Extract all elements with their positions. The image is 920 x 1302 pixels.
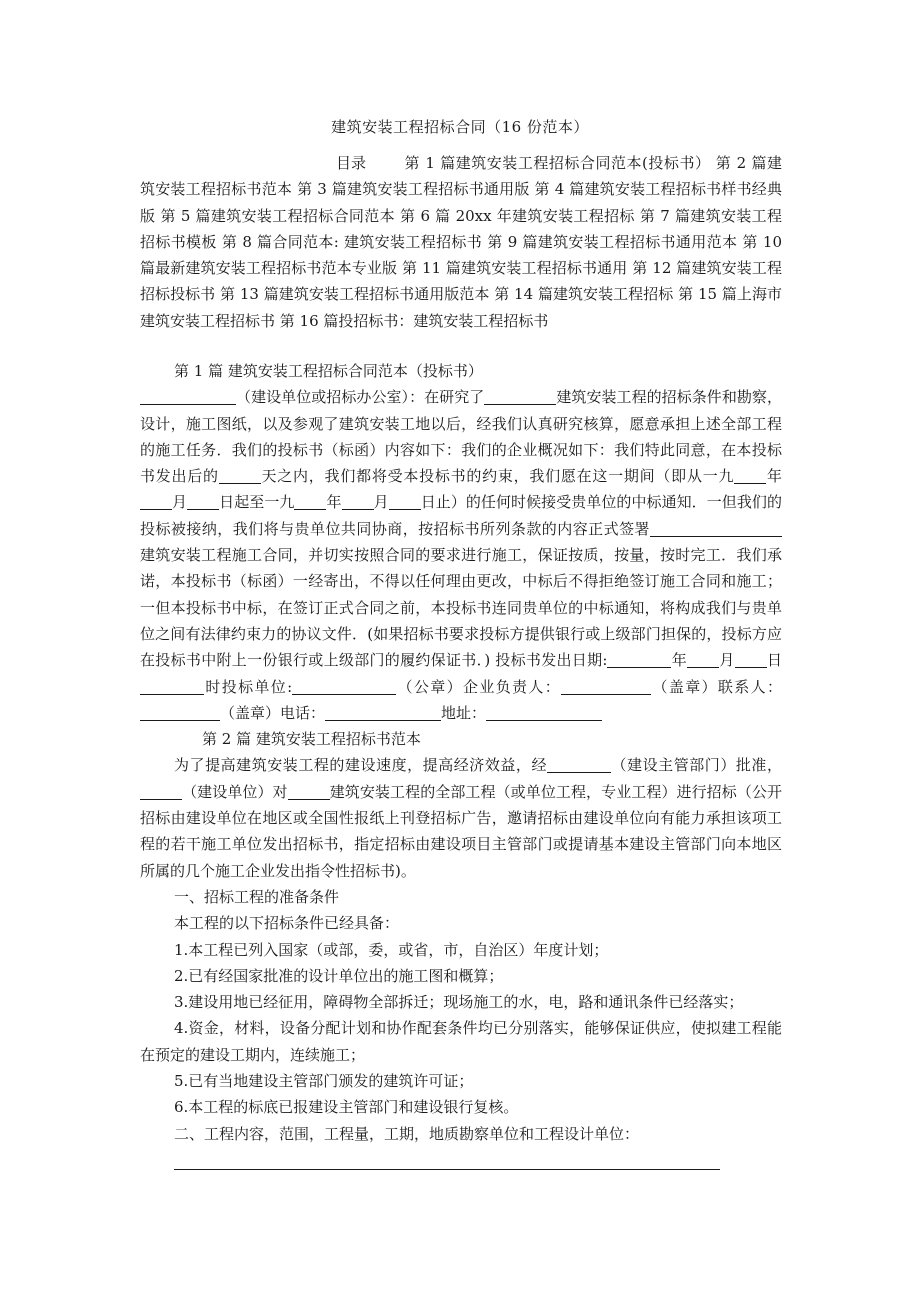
list-item: 6.本工程的标底已报建设主管部门和建设银行复核。 — [174, 1098, 519, 1117]
subsection-heading-1: 一、招标工程的准备条件 — [174, 887, 340, 906]
blank-line — [547, 756, 611, 773]
section-1-paragraph: （建设单位或招标办公室）：在研究了 建筑安装工程的招标条件和勘察，设计，施工图纸，以及参观了建筑安装工地以后，经我们认真研究核算，愿意承担上述全部工程的施工任务．我们的投标书（标函）内容如下：我们的企业概况如下：我们特此同意，在本投标书发出后的 天之内，我们都将受本投标书的约束，我们愿在这一期间（即从一九 年月 日起至一九 年 月 日止）的任何时候接受贵单位的中标通知．一但我们的投标被接纳，我们将与贵单位共同协商，按招标书所列条款的内容正式签署建筑安装工程施工合同，并切实按照合同的要求进行施工，保证按质，按量，按时完工．我们承诺，本投标书（标函）一经寄出，不得以任何理由更改，中标后不得拒绝签订施工合同和施工；一但本投标书中标，在签订正式合同之前，本投标书连同贵单位的中标通知，将构成我们与贵单位之间有法律约束力的协议文件．(如果招标书要求投标方提供银行或上级部门担保的，投标方应在投标书中附上一份银行或上级部门的履约保证书．) 投标书发出日期: 年 月 日时投标单位: （公章）企业负责人： （盖章）联系人：（盖章）电话： 地址： — [140, 388, 782, 722]
section-1-heading: 第 1 篇 建筑安装工程招标合同范本（投标书） — [174, 362, 483, 380]
list-item: 5.已有当地建设主管部门颁发的建筑许可证； — [174, 1072, 474, 1091]
toc-entries: 第 1 篇建筑安装工程招标合同范本(投标书） 第 2 篇建筑安装工程招标书范本 第 3 篇建筑安装工程招标书通用版 第 4 篇建筑安装工程招标书样书经典版 第 5 篇建筑安装工程招标合同范本 第 6 篇 20xx 年建筑安装工程招标 第 7 篇建筑安装工程招标书模板 第 8 篇合同范本: 建筑安装工程招标书 第 9 篇建筑安装工程招标书通用范本 第 10 篇最新建筑安装工程招标书范本专业版 第 11 篇建筑安装工程招标书通用 第 12 篇建筑安装工程招标投标书 第 13 篇建筑安装工程招标书通用版范本 第 14 篇建筑安装工程招标 第 15 篇上海市建筑安装工程招标书 第 16 篇投招标书：建筑安装工程招标书 — [140, 154, 782, 330]
list-item: 2.已有经国家批准的设计单位出的施工图和概算； — [174, 966, 504, 985]
list-item: 4.资金，材料，设备分配计划和协作配套条件均已分别落实，能够保证供应，使拟建工程能在预定的建设工期内，连续施工； — [140, 1019, 782, 1064]
blank-line — [687, 651, 719, 668]
blank-line — [325, 704, 441, 721]
blank-line — [140, 704, 220, 721]
blank-line — [140, 388, 236, 405]
blank-line — [734, 467, 766, 484]
blank-line — [288, 783, 330, 800]
section-2-heading: 第 2 篇 建筑安装工程招标书范本 — [202, 730, 421, 749]
blank-line — [486, 704, 602, 721]
blank-line — [219, 467, 261, 484]
blank-line — [292, 678, 396, 695]
document-body — [140, 358, 782, 1170]
conditions-intro: 本工程的以下招标条件已经具备： — [174, 914, 400, 933]
blank-line — [140, 783, 182, 800]
blank-line — [294, 493, 326, 510]
blank-line — [650, 520, 782, 537]
table-of-contents — [140, 150, 782, 334]
fill-in-line — [174, 1147, 720, 1170]
blank-line — [607, 651, 671, 668]
blank-line — [140, 493, 172, 510]
subsection-heading-2: 二、工程内容，范围，工程量，工期，地质勘察单位和工程设计单位： — [174, 1124, 640, 1143]
blank-line — [187, 493, 219, 510]
list-item: 1.本工程已列入国家（或部，委，或省，市，自治区）年度计划； — [174, 940, 609, 959]
blank-line — [140, 678, 204, 695]
blank-line — [389, 493, 421, 510]
blank-line — [484, 388, 556, 405]
list-item: 3.建设用地已经征用，障碍物全部拆迁；现场施工的水，电，路和通讯条件已经落实； — [174, 993, 744, 1012]
blank-line — [342, 493, 374, 510]
blank-line — [561, 678, 651, 695]
blank-line — [735, 651, 767, 668]
toc-label: 目录 — [336, 154, 367, 172]
document-title: 建筑安装工程招标合同（16 份范本） — [331, 118, 589, 136]
section-2-intro-paragraph: 为了提高建筑安装工程的建设速度，提高经济效益，经 （建设主管部门）批准，（建设单位）对 建筑安装工程的全部工程（或单位工程，专业工程）进行招标（公开招标由建设单位在地区或全国性报纸上刊登招标广告，邀请招标由建设单位向有能力承担该项工程的若干施工单位发出招标书，指定招标由建设项目主管部门或提请基本建设主管部门向本地区所属的几个施工企业发出指令性招标书)。 — [140, 756, 782, 880]
